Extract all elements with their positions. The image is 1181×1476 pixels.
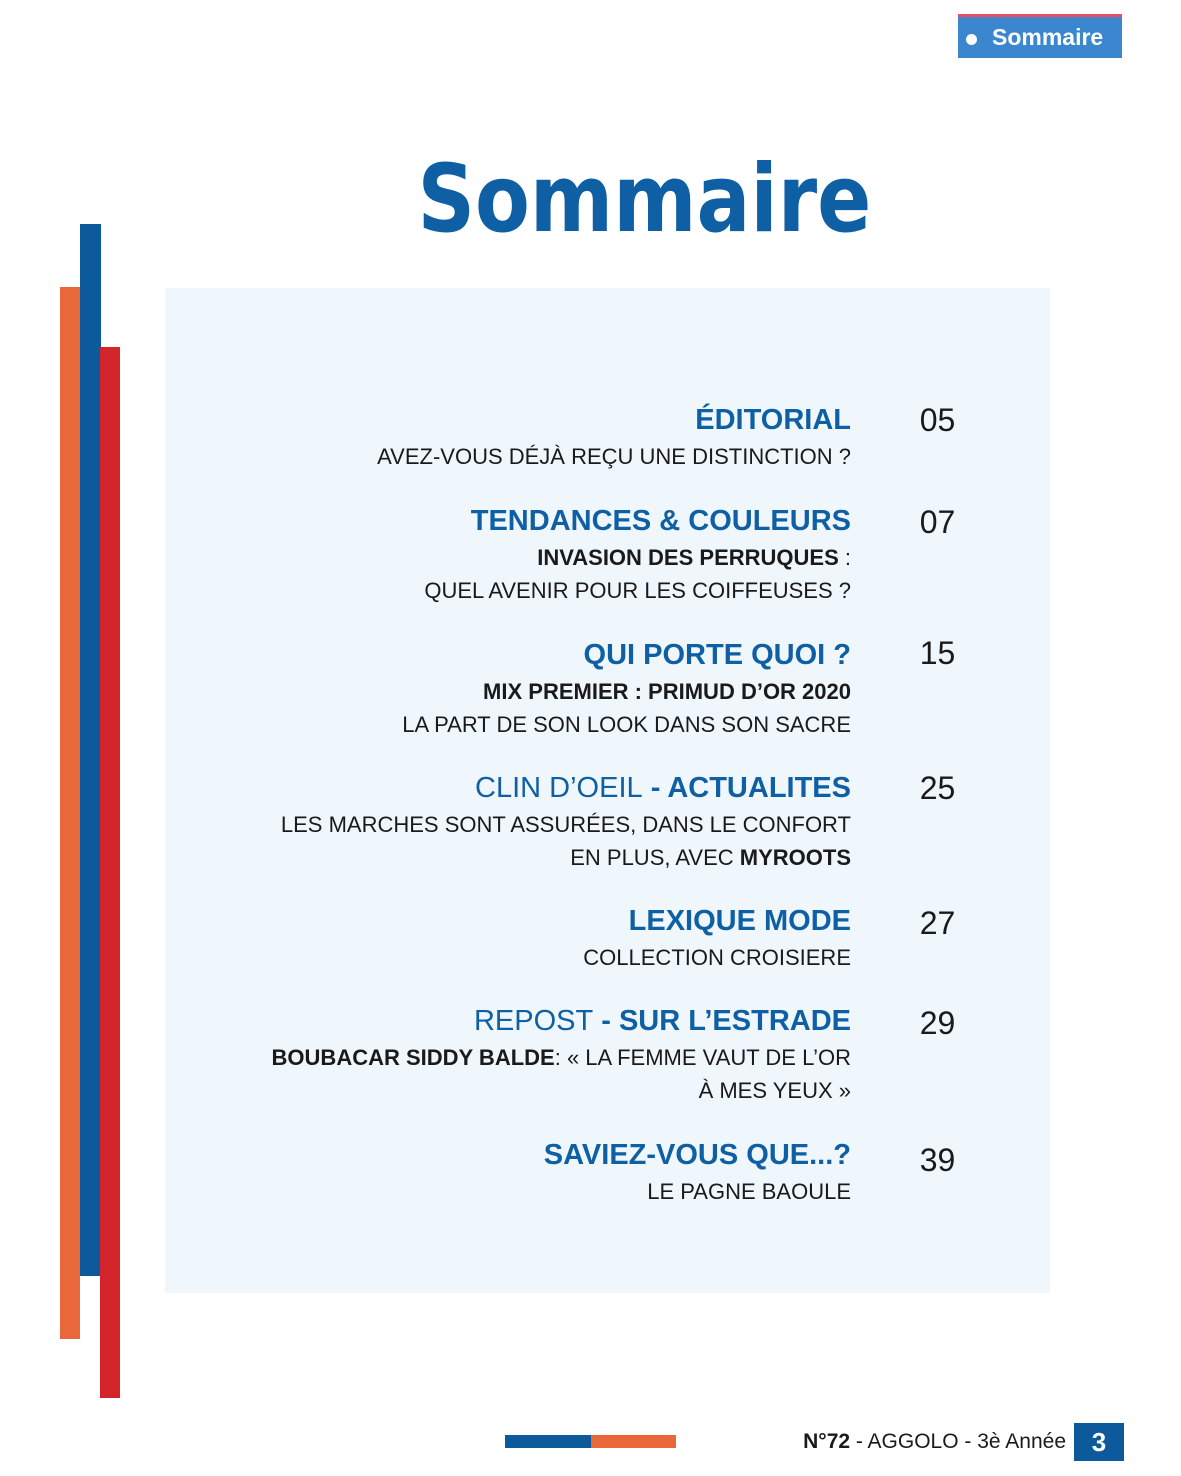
toc-heading: SAVIEZ-VOUS QUE...? [543,1139,851,1171]
page-title: Sommaire [417,145,872,254]
toc-line [165,675,851,708]
toc-page-number: 15 [919,635,956,671]
toc-heading: ÉDITORIAL [695,404,851,436]
toc-line: À MES YEUX » [698,1078,851,1103]
bullet-dot-icon [966,34,977,45]
toc-page-number: 29 [919,1005,956,1041]
decorative-bar-red [100,347,120,1398]
page-number-badge: 3 [1074,1423,1124,1461]
toc-heading-bold: - ACTUALITES [642,772,851,804]
toc-page-number: 27 [919,905,956,941]
toc-heading-bold: - SUR L’ESTRADE [593,1005,851,1037]
section-tab [958,14,1122,58]
toc-entry-lexique[interactable] [165,903,851,974]
toc-line-bold: BOUBACAR SIDDY BALDE [271,1045,555,1070]
toc-entry-qui-porte-quoi[interactable] [165,637,851,741]
toc-entry-tendances[interactable] [165,503,851,607]
toc-heading-light: REPOST [473,1005,594,1037]
toc-heading: LEXIQUE MODE [628,905,851,937]
toc-entry-clin-doeil[interactable] [165,770,851,874]
toc-line: LE PAGNE BAOULE [647,1179,851,1204]
toc-line: LES MARCHES SONT ASSURÉES, DANS LE CONFORT [280,812,851,837]
toc-heading: QUI PORTE QUOI ? [583,639,851,671]
footer-issue-number: N°72 [803,1430,851,1453]
toc-page-number: 25 [919,770,956,806]
toc-line: AVEZ-VOUS DÉJÀ REÇU UNE DISTINCTION ? [377,444,851,469]
toc-line [165,841,851,874]
toc-page-number: 39 [919,1142,956,1178]
toc-entry-editorial[interactable] [165,402,851,473]
toc-heading-light: CLIN D’OEIL [475,772,643,804]
toc-entry-repost[interactable] [165,1003,851,1107]
toc-page-number: 05 [919,402,956,438]
footer-bar-blue [505,1435,591,1448]
toc-entry-saviez-vous[interactable] [165,1137,851,1208]
toc-page-number: 07 [919,504,956,540]
toc-line-bold: MIX PREMIER : PRIMUD D’OR 2020 [483,679,851,704]
toc-heading [165,1003,851,1039]
footer-issue-text [803,1428,1066,1456]
footer-publication: - AGGOLO - 3è Année [850,1430,1066,1453]
footer-bar-orange [591,1435,676,1448]
toc-line-bold: INVASION DES PERRUQUES [537,545,839,570]
toc-line-rest: EN PLUS, AVEC [570,845,740,870]
toc-line: QUEL AVENIR POUR LES COIFFEUSES ? [424,578,851,603]
toc-line-rest: : [838,545,851,570]
toc-line: COLLECTION CROISIERE [583,945,851,970]
decorative-bar-blue [80,224,101,1276]
toc-line [165,541,851,574]
toc-line [165,1041,851,1074]
decorative-bar-orange [60,287,80,1339]
toc-heading [165,770,851,806]
toc-line-bold: MYROOTS [739,845,851,870]
toc-heading: TENDANCES & COULEURS [470,505,851,537]
toc-line: LA PART DE SON LOOK DANS SON SACRE [402,712,851,737]
toc-line-rest: : « LA FEMME VAUT DE L’OR [554,1045,851,1070]
section-tab-label: Sommaire [992,24,1104,50]
